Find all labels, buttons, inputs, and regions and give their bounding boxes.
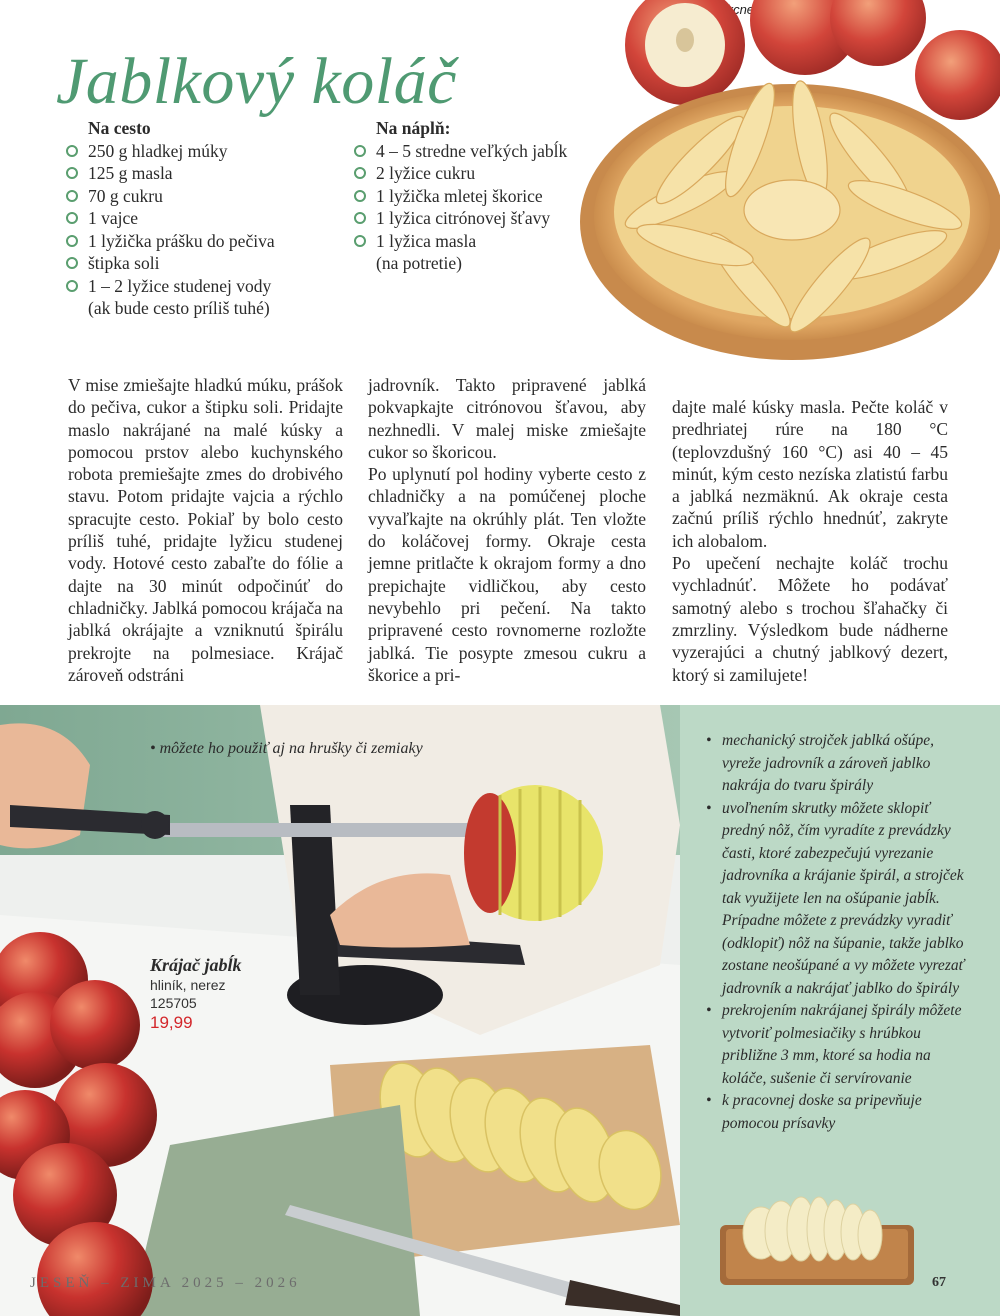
- dough-list: [66, 140, 346, 320]
- instructions-column-1: V mise zmiešajte hladkú múku, prášok do pečiva, cukor a štipku soli. Pridajte maslo nakrájané na malé kúsky a pomocou prstov alebo kuchynského robota premiešajte zmes do drobivého stavu. Potom pridajte vajcia a rýchlo spracujte cesto. Pokiaľ by bolo cesto príliš tuhé, pridajte lyžicu studenej vody. Hotové cesto zabaľte do fólie a dajte na 30 minút odpočinúť do chladničky. Jablká pomocou krájača na jablká okrájajte a vzniknutú špirálu prekrojte na polmesiace. Krájač zároveň odstráni: [68, 375, 343, 685]
- dough-note: (ak bude cesto príliš tuhé): [88, 298, 270, 318]
- product-material: hliník, nerez: [150, 977, 226, 993]
- circle-bullet-icon: [354, 212, 366, 224]
- instructions-column-2: jadrovník. Takto pripravené jablká pokvapkajte citrónovou šťavou, aby nezhnedli. V malej miske zmiešajte cukor so škoricou. Po uplynutí pol hodiny vyberte cesto z chladničky a na pomúčenej ploche vyvaľkajte na okrúhly plát. Ten vložte do koláčovej formy. Okraje cesta jemne pritlačte k okrajom formy a dno prepichajte vidličkou, aby cesto nevybehlo pri pečení. Na takto pripravené cesto rovnomerne rozložte jablká. Tie posypte zmesou cukru a škorice a pri-: [368, 375, 646, 685]
- apple-tart-photo: [560, 0, 1000, 365]
- list-item: 1 vajce: [66, 207, 346, 230]
- list-item: • k pracovnej doske sa pripevňuje pomocou prísavky: [706, 1090, 976, 1135]
- dough-ingredients: [66, 117, 346, 320]
- product-name: Krájač jabĺk: [150, 955, 242, 975]
- source-credit: www.AkcneLetaky.sk: [686, 2, 808, 17]
- circle-bullet-icon: [66, 190, 78, 202]
- filling-ingredients: [354, 117, 579, 275]
- list-item: 4 – 5 stredne veľkých jabĺk: [354, 140, 579, 163]
- circle-bullet-icon: [354, 167, 366, 179]
- circle-bullet-icon: [66, 235, 78, 247]
- instructions-column-3: dajte malé kúsky masla. Pečte koláč v predhriatej rúre na 180 °C (teplovzdušný 160 °C) asi 40 – 45 minút, kým cesto nezíska zlatistú farbu a jablká nezmäknú. Ak okraje cesta začnú príliš rýchlo hnednúť, zakryte ich alobalom. Po upečení nechajte koláč trochu vychladnúť. Môžete ho podávať samotný alebo s trochou šľahačky či zmrzliny. Výsledkom bude nádherne vyzerajúci a chutný jablkový dezert, ktorý si zamilujete!: [672, 397, 948, 685]
- circle-bullet-icon: [354, 190, 366, 202]
- list-item: • mechanický strojček jablká ošúpe, vyreže jadrovník a zároveň jablko nakrája do tvaru špirály: [706, 730, 976, 798]
- list-item: 1 – 2 lyžice studenej vody (ak bude cesto príliš tuhé): [66, 275, 346, 320]
- list-item: 70 g cukru: [66, 185, 346, 208]
- circle-bullet-icon: [66, 212, 78, 224]
- photo-tip: • môžete ho použiť aj na hrušky či zemiaky: [150, 740, 423, 757]
- list-item: • prekrojením nakrájanej špirály môžete vytvoriť polmesiačiky s hrúbkou približne 3 mm, ktoré sa hodia na koláče, sušenie či servírovanie: [706, 1000, 976, 1090]
- filling-note: (na potretie): [376, 253, 462, 273]
- circle-bullet-icon: [66, 167, 78, 179]
- product-price: 19,99: [150, 1013, 193, 1032]
- list-item: 1 lyžica citrónovej šťavy: [354, 207, 579, 230]
- list-item: 250 g hladkej múky: [66, 140, 346, 163]
- list-item: 2 lyžice cukru: [354, 162, 579, 185]
- product-info: [150, 955, 242, 1033]
- list-item: 1 lyžička mletej škorice: [354, 185, 579, 208]
- list-item: 125 g masla: [66, 162, 346, 185]
- circle-bullet-icon: [354, 235, 366, 247]
- circle-bullet-icon: [354, 145, 366, 157]
- list-item: štipka soli: [66, 252, 346, 275]
- page-number: 67: [932, 1275, 946, 1290]
- filling-heading: Na náplň:: [376, 118, 451, 138]
- circle-bullet-icon: [66, 280, 78, 292]
- dough-heading: Na cesto: [88, 118, 151, 138]
- filling-list: [354, 140, 579, 275]
- spiral-board-photo: [716, 1195, 918, 1290]
- product-code: 125705: [150, 995, 197, 1011]
- list-item: 1 lyžička prášku do pečiva: [66, 230, 346, 253]
- list-item: • uvoľnením skrutky môžete sklopiť predný nôž, čím vyradíte z prevádzky časti, ktoré zabezpečujú vyrezanie jadrovníka a krájanie špirál, a strojček tak využijete len na ošúpanie jabĺk. Prípadne môžete z prevádzky vyradiť (odklopiť) nôž na šúpanie, takže jablko zostane neošúpané a vy môžete vyrezať jadrovník a nakrájať jablko do špirály: [706, 798, 976, 1001]
- list-item: 1 lyžica masla (na potretie): [354, 230, 579, 275]
- apple-peeler-photo: [0, 705, 680, 1316]
- circle-bullet-icon: [66, 145, 78, 157]
- recipe-title: Jablkový koláč: [56, 45, 457, 118]
- season-footer: JESEŇ – ZIMA 2025 – 2026: [30, 1275, 301, 1291]
- features-list: [706, 730, 976, 1135]
- circle-bullet-icon: [66, 257, 78, 269]
